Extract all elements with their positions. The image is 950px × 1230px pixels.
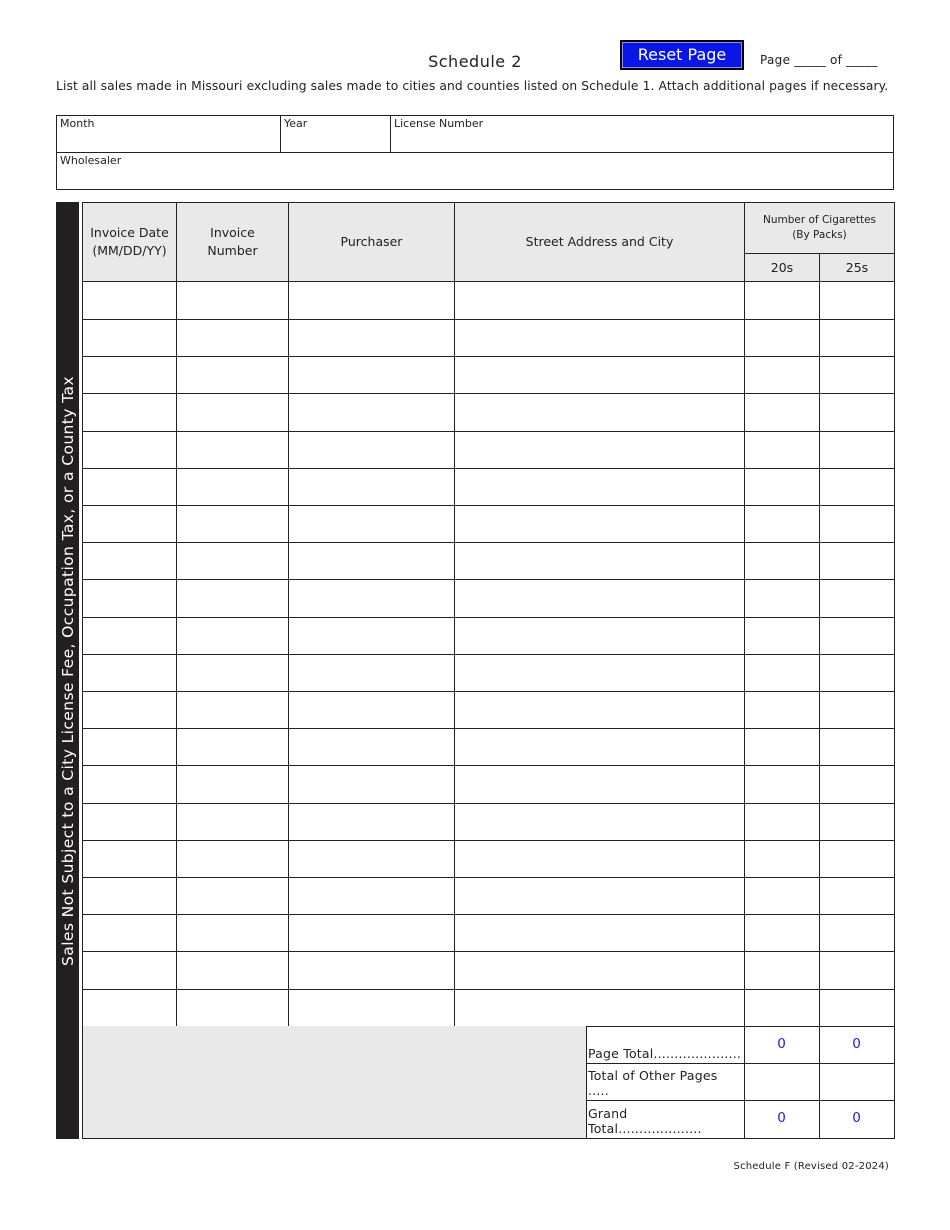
table-row [82, 580, 895, 618]
totals-shaded-area [82, 1026, 587, 1139]
invoice-number-cell[interactable] [176, 356, 289, 394]
purchaser-cell[interactable] [288, 542, 455, 580]
col-header-invoice-number: Invoice Number [176, 202, 289, 282]
invoice-number-cell[interactable] [176, 691, 289, 729]
packs-25s-cell[interactable] [819, 803, 895, 841]
table-row [82, 840, 895, 878]
side-banner-text: Sales Not Subject to a City License Fee, Occupation Tax, or a County Tax [58, 375, 77, 966]
packs-20s-cell[interactable] [744, 877, 820, 915]
invoice-date-cell[interactable] [82, 394, 177, 432]
invoice-date-cell[interactable] [82, 431, 177, 469]
invoice-date-cell[interactable] [82, 580, 177, 618]
col-header-cigarettes: Number of Cigarettes (By Packs) [744, 202, 895, 254]
packs-25s-cell[interactable] [819, 766, 895, 804]
invoice-date-cell[interactable] [82, 766, 177, 804]
purchaser-cell[interactable] [288, 356, 455, 394]
other-pages-total-text: Total of Other Pages ..... [588, 1068, 718, 1098]
address-cell[interactable] [454, 542, 745, 580]
invoice-number-cell[interactable] [176, 505, 289, 543]
table-row [82, 617, 895, 655]
packs-25s-cell[interactable] [819, 840, 895, 878]
packs-25s-cell[interactable] [819, 989, 895, 1027]
address-cell[interactable] [454, 803, 745, 841]
table-row [82, 914, 895, 952]
invoice-number-cell[interactable] [176, 914, 289, 952]
invoice-number-cell[interactable] [176, 877, 289, 915]
invoice-number-cell[interactable] [176, 580, 289, 618]
address-cell[interactable] [454, 728, 745, 766]
packs-20s-cell[interactable] [744, 691, 820, 729]
packs-20s-cell[interactable] [744, 617, 820, 655]
address-cell[interactable] [454, 766, 745, 804]
table-row [82, 654, 895, 692]
license-number-label: License Number [394, 117, 484, 130]
wholesaler-label: Wholesaler [60, 154, 122, 167]
packs-20s-cell[interactable] [744, 468, 820, 506]
grand-total-label [586, 1100, 745, 1139]
license-number-field[interactable] [391, 116, 893, 153]
packs-20s-cell[interactable] [744, 356, 820, 394]
page-total-text: Page Total..................... [588, 1046, 742, 1061]
table-row [82, 877, 895, 915]
reset-page-button[interactable]: Reset Page [620, 40, 744, 70]
col-header-25s: 25s [819, 253, 895, 282]
invoice-number-cell[interactable] [176, 989, 289, 1027]
address-cell[interactable] [454, 505, 745, 543]
address-cell[interactable] [454, 952, 745, 990]
table-row [82, 989, 895, 1027]
invoice-number-cell[interactable] [176, 803, 289, 841]
packs-20s-cell[interactable] [744, 654, 820, 692]
packs-20s-cell[interactable] [744, 542, 820, 580]
packs-25s-cell[interactable] [819, 282, 895, 320]
wholesaler-field[interactable] [57, 153, 893, 189]
packs-20s-cell[interactable] [744, 505, 820, 543]
invoice-number-cell[interactable] [176, 617, 289, 655]
purchaser-cell[interactable] [288, 580, 455, 618]
invoice-number-cell[interactable] [176, 952, 289, 990]
table-row [82, 356, 895, 394]
page-total-20s[interactable]: 0 [744, 1026, 820, 1064]
invoice-number-cell[interactable] [176, 468, 289, 506]
address-cell[interactable] [454, 319, 745, 357]
address-cell[interactable] [454, 431, 745, 469]
table-row [82, 468, 895, 506]
grand-total-20s[interactable]: 0 [744, 1100, 820, 1139]
packs-25s-cell[interactable] [819, 914, 895, 952]
purchaser-cell[interactable] [288, 394, 455, 432]
purchaser-cell[interactable] [288, 989, 455, 1027]
purchaser-cell[interactable] [288, 766, 455, 804]
invoice-number-cell[interactable] [176, 654, 289, 692]
address-cell[interactable] [454, 654, 745, 692]
packs-20s-cell[interactable] [744, 282, 820, 320]
grand-total-text: Grand Total.................... [588, 1106, 702, 1136]
purchaser-cell[interactable] [288, 282, 455, 320]
schedule-title: Schedule 2 [428, 52, 522, 71]
purchaser-cell[interactable] [288, 877, 455, 915]
invoice-date-cell[interactable] [82, 319, 177, 357]
invoice-number-cell[interactable] [176, 766, 289, 804]
table-row [82, 728, 895, 766]
invoice-date-cell[interactable] [82, 654, 177, 692]
table-row [82, 394, 895, 432]
col-header-address: Street Address and City [454, 202, 745, 282]
invoice-date-cell[interactable] [82, 840, 177, 878]
purchaser-cell[interactable] [288, 728, 455, 766]
col-header-20s: 20s [744, 253, 820, 282]
year-field[interactable] [281, 116, 391, 153]
page-total-label [586, 1026, 745, 1064]
packs-20s-cell[interactable] [744, 766, 820, 804]
table-row [82, 952, 895, 990]
other-pages-total-25s[interactable] [819, 1063, 895, 1101]
purchaser-cell[interactable] [288, 505, 455, 543]
packs-25s-cell[interactable] [819, 394, 895, 432]
form-revision-footer: Schedule F (Revised 02-2024) [733, 1161, 889, 1172]
packs-20s-cell[interactable] [744, 989, 820, 1027]
address-cell[interactable] [454, 914, 745, 952]
instructions-text: List all sales made in Missouri excluding sales made to cities and counties listed on Schedule 1. Attach additional pages if necessary. [56, 79, 889, 93]
invoice-date-cell[interactable] [82, 803, 177, 841]
col-header-purchaser: Purchaser [288, 202, 455, 282]
packs-25s-cell[interactable] [819, 728, 895, 766]
packs-25s-cell[interactable] [819, 542, 895, 580]
invoice-date-cell[interactable] [82, 952, 177, 990]
packs-25s-cell[interactable] [819, 877, 895, 915]
address-cell[interactable] [454, 877, 745, 915]
invoice-number-cell[interactable] [176, 728, 289, 766]
packs-25s-cell[interactable] [819, 617, 895, 655]
purchaser-cell[interactable] [288, 803, 455, 841]
month-label: Month [60, 117, 95, 130]
invoice-number-cell[interactable] [176, 840, 289, 878]
invoice-date-cell[interactable] [82, 468, 177, 506]
packs-20s-cell[interactable] [744, 914, 820, 952]
invoice-number-cell[interactable] [176, 282, 289, 320]
purchaser-cell[interactable] [288, 319, 455, 357]
invoice-number-cell[interactable] [176, 319, 289, 357]
page-total-25s[interactable]: 0 [819, 1026, 895, 1064]
invoice-date-cell[interactable] [82, 989, 177, 1027]
other-pages-total-label [586, 1063, 745, 1101]
invoice-date-cell[interactable] [82, 282, 177, 320]
packs-25s-cell[interactable] [819, 580, 895, 618]
invoice-date-cell[interactable] [82, 356, 177, 394]
invoice-date-cell[interactable] [82, 877, 177, 915]
invoice-date-cell[interactable] [82, 617, 177, 655]
packs-20s-cell[interactable] [744, 319, 820, 357]
packs-25s-cell[interactable] [819, 356, 895, 394]
packs-20s-cell[interactable] [744, 803, 820, 841]
table-row [82, 691, 895, 729]
packs-20s-cell[interactable] [744, 728, 820, 766]
table-row [82, 319, 895, 357]
invoice-number-cell[interactable] [176, 542, 289, 580]
purchaser-cell[interactable] [288, 617, 455, 655]
purchaser-cell[interactable] [288, 840, 455, 878]
address-cell[interactable] [454, 282, 745, 320]
purchaser-cell[interactable] [288, 914, 455, 952]
header-info-box [56, 115, 894, 190]
address-cell[interactable] [454, 468, 745, 506]
invoice-date-cell[interactable] [82, 914, 177, 952]
table-row [82, 803, 895, 841]
invoice-date-cell[interactable] [82, 728, 177, 766]
address-cell[interactable] [454, 394, 745, 432]
month-field[interactable] [57, 116, 281, 153]
invoice-number-cell[interactable] [176, 394, 289, 432]
packs-25s-cell[interactable] [819, 319, 895, 357]
table-row [82, 766, 895, 804]
address-cell[interactable] [454, 580, 745, 618]
packs-25s-cell[interactable] [819, 691, 895, 729]
packs-20s-cell[interactable] [744, 431, 820, 469]
invoice-date-cell[interactable] [82, 542, 177, 580]
address-cell[interactable] [454, 617, 745, 655]
year-label: Year [284, 117, 308, 130]
invoice-date-cell[interactable] [82, 691, 177, 729]
packs-25s-cell[interactable] [819, 505, 895, 543]
page-number-field[interactable]: Page _____ of _____ [760, 53, 878, 67]
purchaser-cell[interactable] [288, 468, 455, 506]
address-cell[interactable] [454, 356, 745, 394]
address-cell[interactable] [454, 989, 745, 1027]
table-row [82, 505, 895, 543]
purchaser-cell[interactable] [288, 654, 455, 692]
packs-25s-cell[interactable] [819, 952, 895, 990]
sales-table [82, 202, 895, 1139]
purchaser-cell[interactable] [288, 691, 455, 729]
packs-20s-cell[interactable] [744, 580, 820, 618]
packs-20s-cell[interactable] [744, 840, 820, 878]
other-pages-total-20s[interactable] [744, 1063, 820, 1101]
packs-25s-cell[interactable] [819, 654, 895, 692]
grand-total-25s[interactable]: 0 [819, 1100, 895, 1139]
table-row [82, 282, 895, 320]
purchaser-cell[interactable] [288, 952, 455, 990]
col-header-invoice-date: Invoice Date (MM/DD/YY) [82, 202, 177, 282]
purchaser-cell[interactable] [288, 431, 455, 469]
packs-20s-cell[interactable] [744, 952, 820, 990]
packs-20s-cell[interactable] [744, 394, 820, 432]
packs-25s-cell[interactable] [819, 431, 895, 469]
address-cell[interactable] [454, 691, 745, 729]
invoice-date-cell[interactable] [82, 505, 177, 543]
side-banner [56, 202, 79, 1139]
address-cell[interactable] [454, 840, 745, 878]
table-row [82, 542, 895, 580]
packs-25s-cell[interactable] [819, 468, 895, 506]
invoice-number-cell[interactable] [176, 431, 289, 469]
table-row [82, 431, 895, 469]
